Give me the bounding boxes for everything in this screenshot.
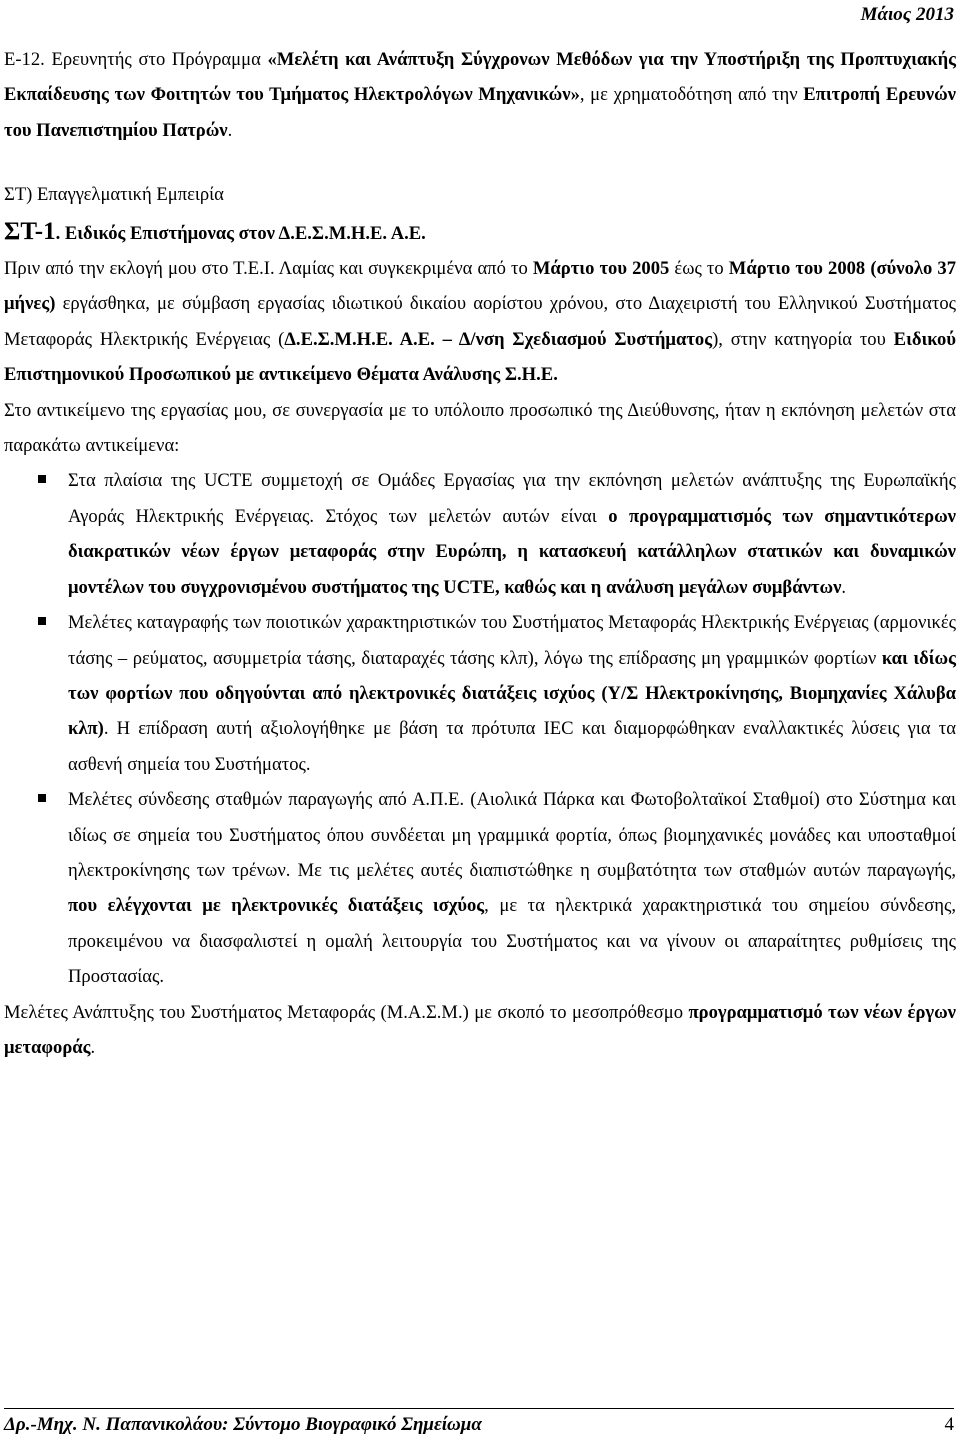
footer-rule bbox=[4, 1408, 954, 1409]
subsection-title: . Ειδικός Επιστήμονας στον Δ.Ε.Σ.Μ.Η.Ε. Α.Ε. bbox=[55, 222, 426, 244]
section-heading: ΣΤ) Επαγγελματική Εμπειρία bbox=[4, 184, 224, 206]
p3-text-1: Μελέτες Ανάπτυξης του Συστήματος Μεταφοράς (Μ.Α.Σ.Μ.) με σκοπό το μεσοπρόθεσμο bbox=[4, 1001, 689, 1023]
paragraph-1 bbox=[4, 251, 956, 393]
e12-funder: Επιτροπή Ερευνών του Πανεπιστημίου Πατρών bbox=[4, 84, 956, 141]
header-date: Μάιος 2013 bbox=[860, 4, 954, 25]
list-item bbox=[4, 782, 956, 994]
p1-bold-4: Ειδικού Επιστημονικού Προσωπικού με αντικείμενο Θέματα Ανάλυσης Σ.Η.Ε. bbox=[4, 328, 956, 386]
p3-text-2: . bbox=[90, 1036, 96, 1058]
square-bullet-icon bbox=[38, 475, 46, 483]
bullet-1-bold: ο προγραμματισμός των σημαντικότερων διακρατικών νέων έργων μεταφοράς στην Ευρώπη, η κατασκευή κατάλληλων στατικών και δυναμικών μοντέλων του συγχρονισμένου συστήματος της UCTE, καθώς και η ανάλυση μεγάλων συμβάντων bbox=[68, 505, 956, 598]
p3-bold: προγραμματισμό των νέων έργων μεταφοράς bbox=[4, 1001, 956, 1058]
p1-text-1: Πριν από την εκλογή μου στο Τ.Ε.Ι. Λαμίας και συγκεκριμένα από το bbox=[4, 258, 533, 280]
subsection-number: ΣΤ-1 bbox=[4, 217, 56, 245]
square-bullet-icon bbox=[38, 794, 46, 802]
p1-text-4: ), στην κατηγορία του bbox=[712, 328, 894, 350]
p1-text-2: έως το bbox=[669, 258, 729, 280]
footer-text: Δρ.-Μηχ. Ν. Παπανικολάου: Σύντομο Βιογραφικό Σημείωμα bbox=[4, 1414, 482, 1435]
p1-bold-1: Μάρτιο του 2005 bbox=[532, 258, 670, 280]
bullet-2-bold: και ιδίως των φορτίων που οδηγούνται από ηλεκτρονικές διατάξεις ισχύος (Υ/Σ Ηλεκτροκίνησης, Βιομηχανίες Χάλυβα κλπ) bbox=[68, 647, 956, 740]
e12-program-title: «Μελέτη και Ανάπτυξη Σύγχρονων Μεθόδων για την Υποστήριξη της Προπτυχιακής Εκπαίδευσης των Φοιτητών του Τμήματος Ηλεκτρολόγων Μηχανικών» bbox=[4, 49, 956, 106]
bullet-3-text-2: , με τα ηλεκτρικά χαρακτηριστικά του σημείου σύνδεσης, προκειμένου να διασφαλιστεί η ομαλή λειτουργία του Συστήματος και να γίνουν οι απαραίτητες ρυθμίσεις της Προστασίας. bbox=[68, 895, 956, 988]
bullet-2-text-2: . Η επίδραση αυτή αξιολογήθηκε με βάση τα πρότυπα IEC και διαμορφώθηκαν εναλλακτικές λύσεις για τα ασθενή σημεία του Συστήματος. bbox=[68, 718, 956, 775]
list-item bbox=[4, 463, 956, 605]
paragraph-3 bbox=[4, 995, 956, 1066]
entry-e12 bbox=[4, 42, 956, 148]
document-body bbox=[4, 42, 956, 1065]
page-footer bbox=[4, 1414, 954, 1436]
p1-bold-2: Μάρτιο του 2008 (σύνολο 37 μήνες) bbox=[4, 258, 957, 315]
paragraph-2: Στο αντικείμενο της εργασίας μου, σε συνεργασία με το υπόλοιπο προσωπικό της Διεύθυνσης, ήταν η εκπόνηση μελετών στα παρακάτω αντικείμενα: bbox=[4, 399, 956, 457]
e12-lead: Ε-12. Ερευνητής στο Πρόγραμμα bbox=[4, 49, 268, 70]
bullet-1-text-1: Στα πλαίσια της UCTE συμμετοχή σε Ομάδες Εργασίας για την εκπόνηση μελετών ανάπτυξης της Ευρωπαϊκής Αγοράς Ηλεκτρικής Ενέργειας. Στόχος των μελετών αυτών είναι bbox=[68, 470, 956, 527]
p1-text-3: εργάσθηκα, με σύμβαση εργασίας ιδιωτικού δικαίου αορίστου χρόνου, στο Διαχειριστή του Ελληνικού Συστήματος Μεταφοράς Ηλεκτρικής Ενέργειας ( bbox=[4, 293, 956, 350]
page-number: 4 bbox=[944, 1414, 954, 1435]
bullet-3-text-1: Μελέτες σύνδεσης σταθμών παραγωγής από Α.Π.Ε. (Αιολικά Πάρκα και Φωτοβολταϊκοί Σταθμοί) στο Σύστημα και ιδίως σε σημεία του Συστήματος όπου συνδέεται μη γραμμικά φορτία, όπως βιομηχανικές μονάδες και υποσταθμοί ηλεκτροκίνησης των τρένων. Με τις μελέτες αυτές διαπιστώθηκε η συμβατότητα των σταθμών αυτών παραγωγής, bbox=[68, 789, 956, 881]
bullet-3-bold: που ελέγχονται με ηλεκτρονικές διατάξεις ισχύος bbox=[68, 895, 485, 917]
bullet-1-text-2: . bbox=[841, 576, 847, 598]
e12-mid: , με χρηματοδότηση από την bbox=[579, 84, 804, 106]
e12-end: . bbox=[227, 119, 233, 141]
list-item bbox=[4, 605, 956, 782]
p1-bold-3: Δ.Ε.Σ.Μ.Η.Ε. Α.Ε. – Δ/νση Σχεδιασμού Συστήματος bbox=[284, 328, 713, 350]
bullet-2-text-1: Μελέτες καταγραφής των ποιοτικών χαρακτηριστικών του Συστήματος Μεταφοράς Ηλεκτρικής Ενέργειας (αρμονικές τάσης – ρεύματος, ασυμμετρία τάσης, διαταραχές τάσης κλπ), λόγω της επίδρασης μη γραμμικών φορτίων bbox=[68, 612, 956, 669]
square-bullet-icon bbox=[38, 617, 46, 625]
subsection-heading bbox=[4, 214, 956, 251]
